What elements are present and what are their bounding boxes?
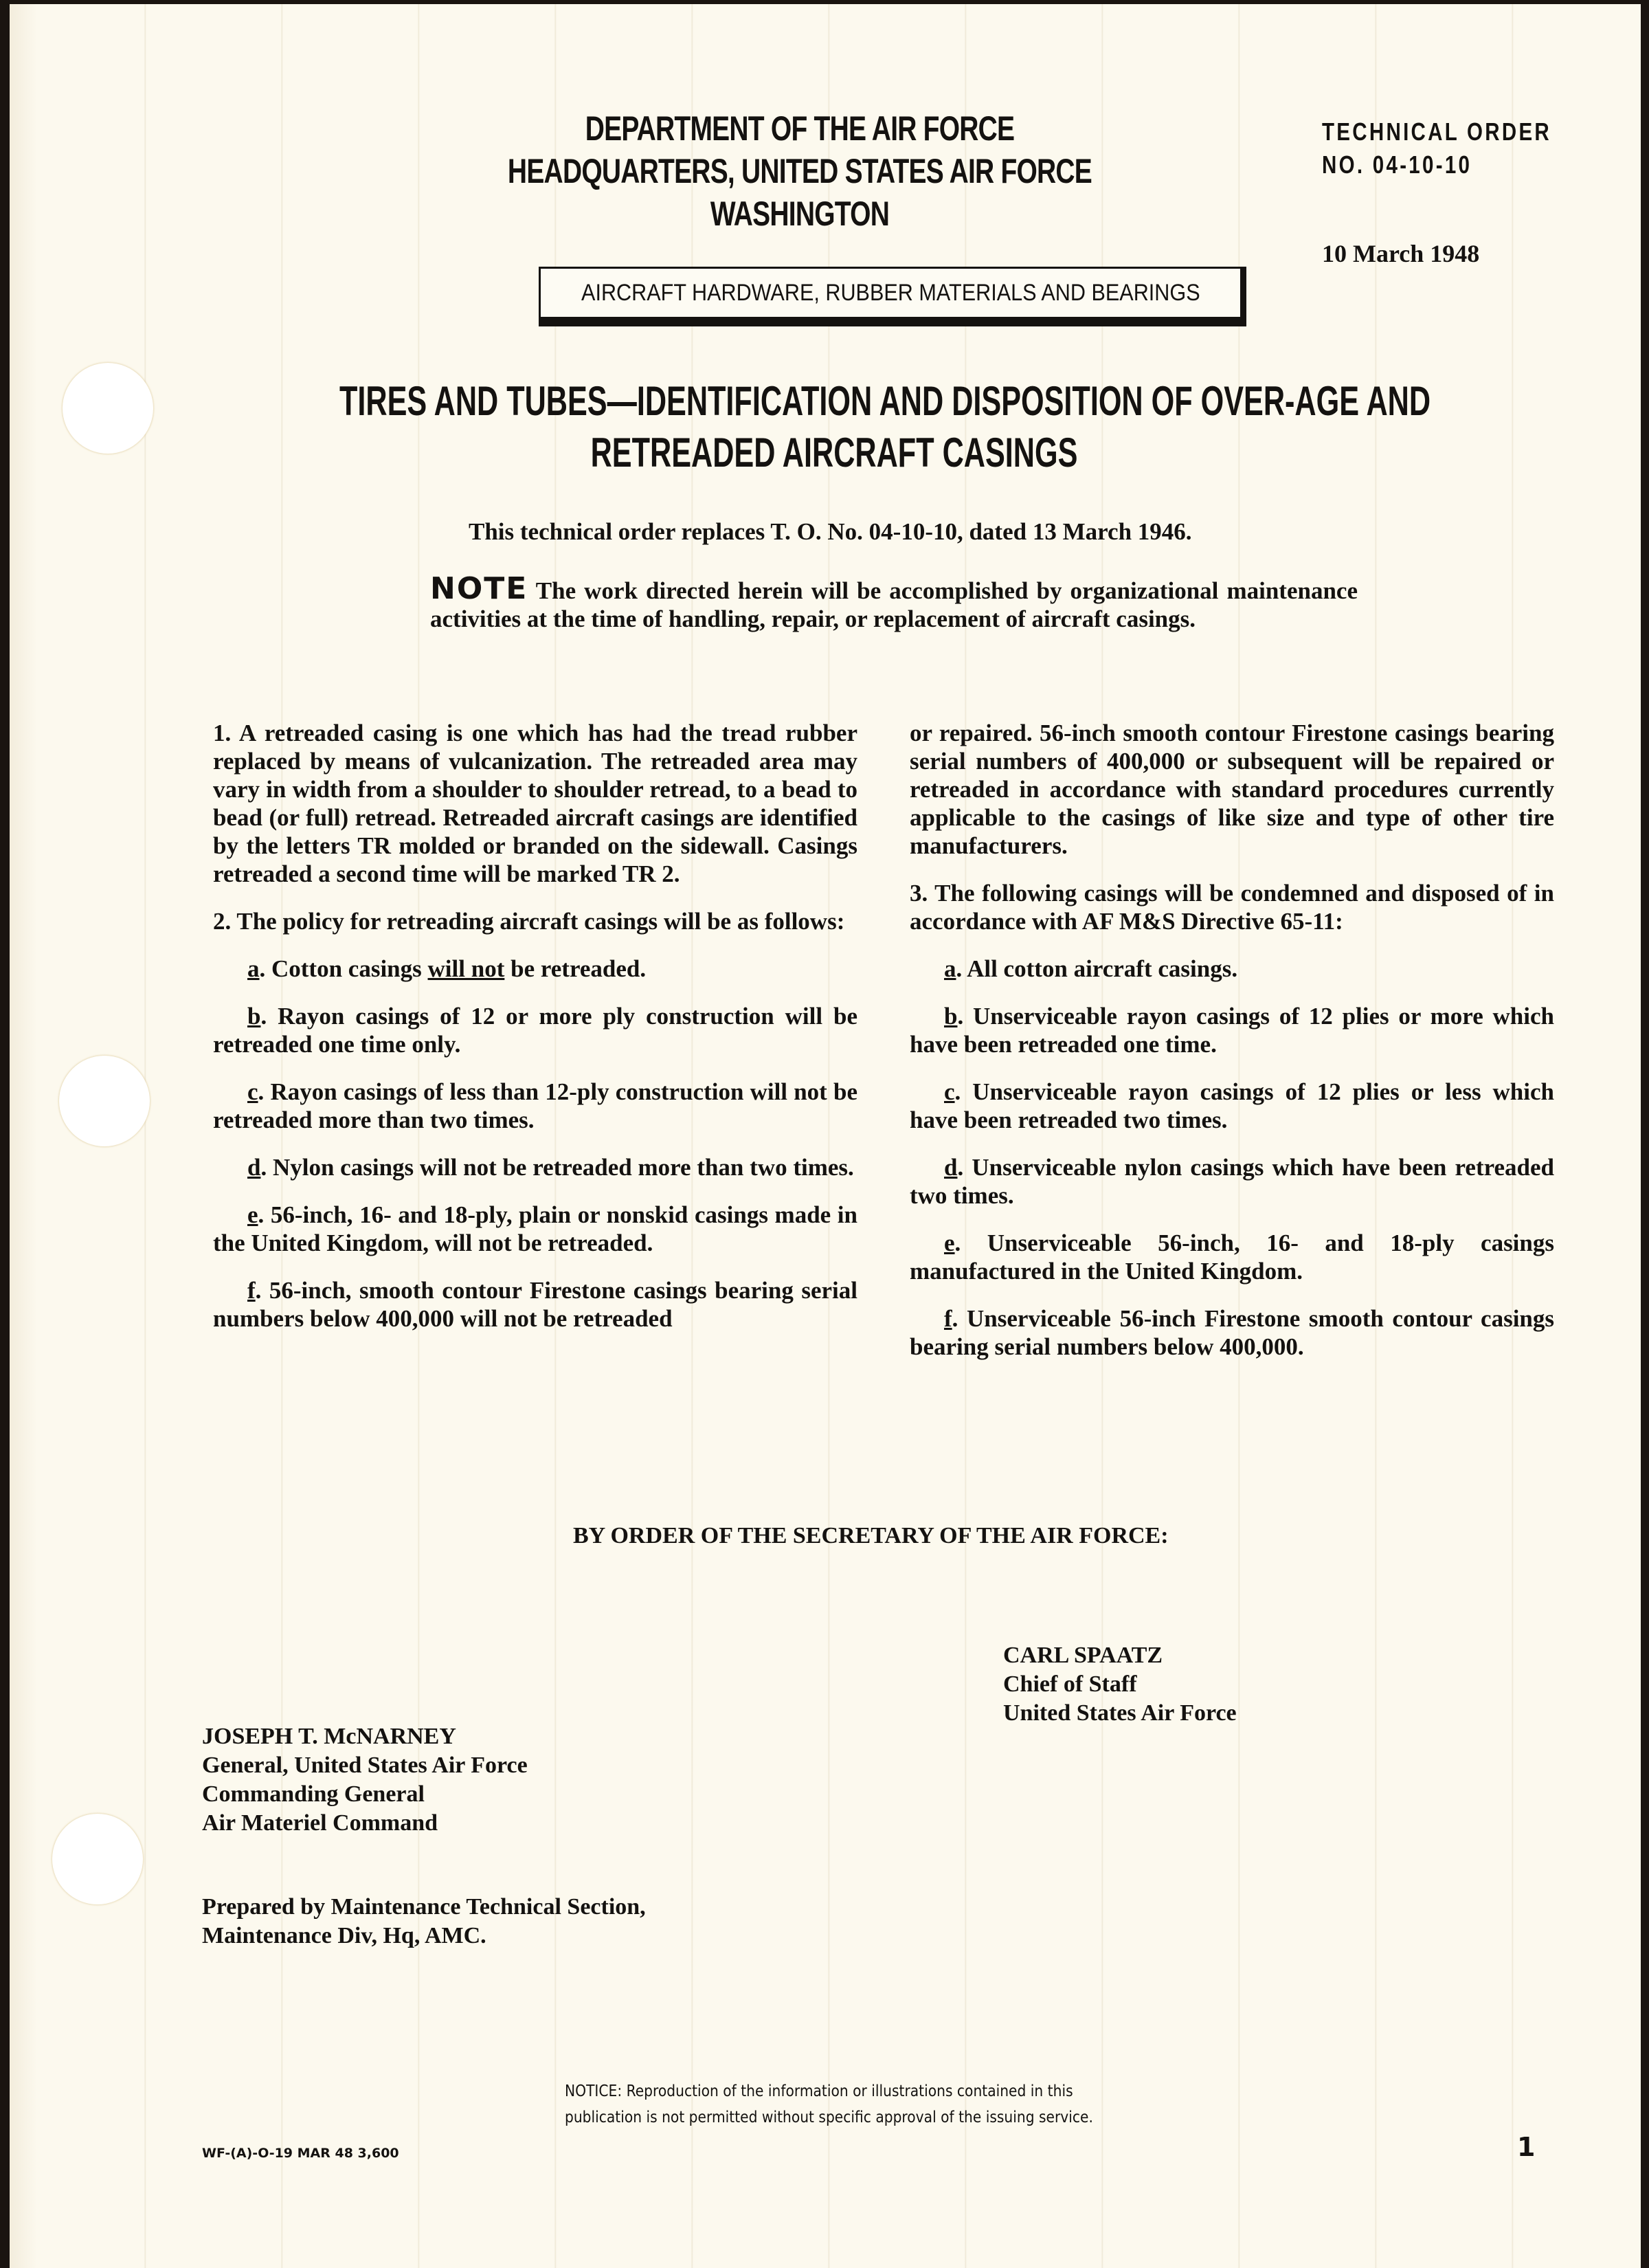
condemn-item-b: b. Unserviceable rayon casings of 12 plies or more which have been retreaded one time. (910, 1003, 1554, 1058)
item-text: Unserviceable 56-inch, 16- and 18-ply casings manufactured in the United Kingdom. (910, 1230, 1554, 1285)
item-text: Nylon casings will not be retreaded more than two times. (272, 1154, 854, 1181)
item-letter: c (944, 1078, 955, 1105)
category-box (539, 267, 1246, 326)
item-letter: b (247, 1003, 261, 1030)
item-text: Unserviceable nylon casings which have been retreaded two times. (910, 1154, 1555, 1209)
title-line: RETREADED AIRCRAFT CASINGS (590, 430, 1078, 476)
left-column (213, 719, 857, 1352)
emphasis-underline: will not (427, 955, 505, 982)
condemn-item-a: a. All cotton aircraft casings. (944, 955, 1238, 982)
signatory-title: Chief of Staff (1003, 1671, 1137, 1697)
paragraph-2: 2. The policy for retreading aircraft casings will be as follows: (213, 908, 845, 935)
signatory-name: CARL SPAATZ (1003, 1643, 1163, 1668)
item-text: 56-inch, 16- and 18-ply, plain or nonskid casings made in the United Kingdom, will not be retreaded. (213, 1201, 857, 1256)
condemn-item-d: d. Unserviceable nylon casings which have been retreaded two times. (910, 1154, 1555, 1209)
item-letter: b (944, 1003, 958, 1030)
technical-order-label: TECHNICAL ORDER (1322, 118, 1552, 146)
document-page (10, 4, 1641, 2268)
item-letter: e (247, 1201, 258, 1228)
paragraph-3: 3. The following casings will be condemned and disposed of in accordance with AF M&S Directive 65-11: (910, 880, 1554, 935)
prepared-by-line: Prepared by Maintenance Technical Section, (202, 1894, 646, 1920)
policy-item-a: a. Cotton casings will not be retreaded. (247, 955, 647, 982)
item-text: Cotton casings (271, 955, 428, 982)
policy-item-b: b. Rayon casings of 12 or more ply construction will be retreaded one time only. (213, 1003, 858, 1058)
item-letter: d (247, 1154, 261, 1181)
item-text: 56-inch, smooth contour Firestone casings bearing serial numbers below 400,000 will not be retreaded (213, 1277, 857, 1332)
document-title (339, 375, 1431, 478)
note-label: NOTE (430, 571, 528, 606)
paragraph-1: 1. A retreaded casing is one which has had the tread rubber replaced by means of vulcanization. The retreaded area may vary in width from a shoulder to shoulder retread, to a bead to bead (or full) retread. Retreaded aircraft casings are identified by the letters TR molded or branded on the sidewall. Casings retreaded a second time will be marked TR 2. (213, 720, 857, 887)
right-column (910, 719, 1554, 1380)
signature-chief-of-staff (1003, 1641, 1237, 1728)
condemn-item-f: f. Unserviceable 56-inch Firestone smooth contour casings bearing serial numbers below 400,000. (910, 1305, 1555, 1360)
condemn-item-c: c. Unserviceable rayon casings of 12 plies or less which have been retreaded two times. (910, 1078, 1554, 1133)
notice-line: NOTICE: Reproduction of the information or illustrations contained in this (565, 2082, 1073, 2100)
prepared-by (202, 1893, 646, 1950)
item-letter: d (944, 1154, 958, 1181)
item-letter: a (247, 955, 260, 982)
item-letter: f (247, 1277, 256, 1304)
technical-order-block (1322, 115, 1593, 181)
org-line: WASHINGTON (710, 194, 890, 233)
item-text: be retreaded. (504, 955, 647, 982)
title-line: TIRES AND TUBES—IDENTIFICATION AND DISPOSITION OF OVER-AGE AND (339, 378, 1431, 424)
punch-hole (63, 363, 153, 454)
category-label: AIRCRAFT HARDWARE, RUBBER MATERIALS AND BEARINGS (581, 279, 1200, 306)
signatory-title: United States Air Force (1003, 1700, 1237, 1726)
policy-item-f: f. 56-inch, smooth contour Firestone casings bearing serial numbers below 400,000 will not be retreaded (213, 1277, 857, 1332)
policy-item-f-continued: or repaired. 56-inch smooth contour Firestone casings bearing serial numbers of 400,000 or subsequent will be repaired or retreaded in accordance with standard procedures currently applicable to the casings of like size and type of other tire manufacturers. (910, 720, 1554, 859)
item-text: Unserviceable 56-inch Firestone smooth contour casings bearing serial numbers below 400,000. (910, 1305, 1555, 1360)
signatory-title: Commanding General (202, 1781, 425, 1807)
condemn-item-e: e. Unserviceable 56-inch, 16- and 18-ply casings manufactured in the United Kingdom. (910, 1230, 1554, 1285)
print-code: WF-(A)-O-19 MAR 48 3,600 (202, 2146, 399, 2161)
supersession-statement: This technical order replaces T. O. No. 04-10-10, dated 13 March 1946. (469, 518, 1192, 545)
item-text: Unserviceable rayon casings of 12 plies or more which have been retreaded one time. (910, 1003, 1554, 1058)
item-letter: a (944, 955, 956, 982)
issue-date: 10 March 1948 (1322, 240, 1480, 267)
issuing-organization (505, 107, 1095, 235)
note-text: The work directed herein will be accomplished by organizational maintenance activities at the time of handling, repair, or replacement of aircraft casings. (430, 577, 1358, 632)
policy-item-e: e. 56-inch, 16- and 18-ply, plain or nonskid casings made in the United Kingdom, will not be retreaded. (213, 1201, 857, 1256)
notice-line: publication is not permitted without specific approval of the issuing service. (565, 2109, 1093, 2126)
item-text: All cotton aircraft casings. (967, 955, 1238, 982)
reproduction-notice (565, 2078, 1230, 2131)
item-letter: c (247, 1078, 258, 1105)
technical-order-number: NO. 04-10-10 (1322, 151, 1472, 179)
signatory-name: JOSEPH T. McNARNEY (202, 1724, 456, 1749)
signatory-title: General, United States Air Force (202, 1753, 528, 1778)
item-letter: f (944, 1305, 952, 1332)
punch-hole (52, 1814, 143, 1904)
item-text: Unserviceable rayon casings of 12 plies or less which have been retreaded two times. (910, 1078, 1554, 1133)
page-number: 1 (1517, 2132, 1536, 2162)
item-text: Rayon casings of less than 12-ply construction will not be retreaded more than two times. (213, 1078, 857, 1133)
org-line: HEADQUARTERS, UNITED STATES AIR FORCE (507, 152, 1092, 190)
signature-commanding-general (202, 1722, 528, 1838)
policy-item-d: d. Nylon casings will not be retreaded more than two times. (247, 1154, 854, 1181)
item-letter: e (944, 1230, 955, 1256)
item-text: Rayon casings of 12 or more ply construction will be retreaded one time only. (213, 1003, 858, 1058)
note-block (430, 571, 1358, 633)
prepared-by-line: Maintenance Div, Hq, AMC. (202, 1923, 486, 1948)
org-line: DEPARTMENT OF THE AIR FORCE (585, 109, 1015, 148)
punch-hole (59, 1056, 150, 1146)
policy-item-c: c. Rayon casings of less than 12-ply construction will not be retreaded more than two times. (213, 1078, 857, 1133)
signatory-title: Air Materiel Command (202, 1810, 438, 1836)
by-order-line: BY ORDER OF THE SECRETARY OF THE AIR FORCE: (573, 1523, 1169, 1548)
